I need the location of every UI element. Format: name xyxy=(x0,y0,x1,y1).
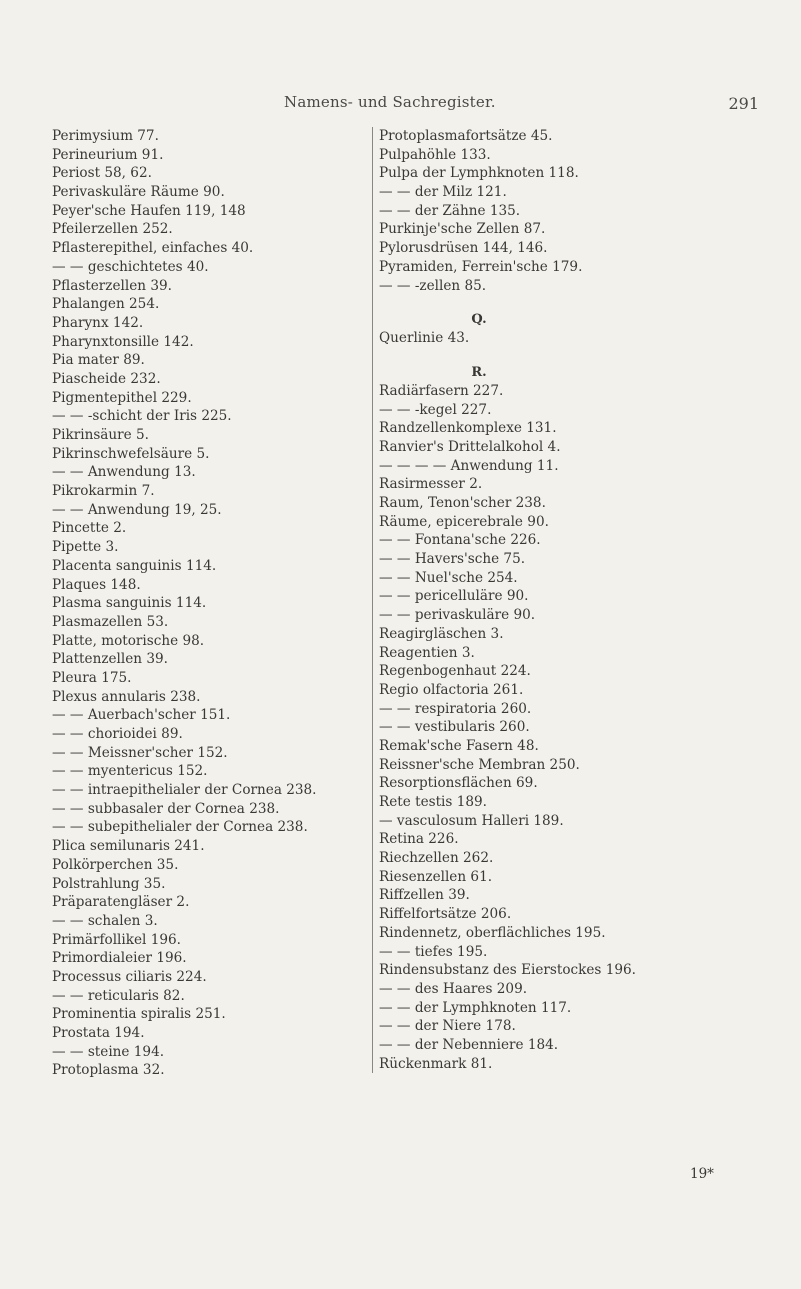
index-entry: Pyramiden, Ferrein'sche 179. xyxy=(379,258,583,275)
index-entry: Randzellenkomplexe 131. xyxy=(379,420,557,437)
index-entry: Protoplasma 32. xyxy=(52,1062,165,1079)
index-entry: Resorptionsflächen 69. xyxy=(379,775,538,792)
index-entry: Pleura 175. xyxy=(52,669,132,686)
index-entry: Pipette 3. xyxy=(52,539,119,556)
index-entry: Perivaskuläre Räume 90. xyxy=(52,184,225,201)
running-title: Namens- und Sachregister. xyxy=(284,93,496,111)
index-entry: Rasirmesser 2. xyxy=(379,476,483,493)
index-entry: Plaques 148. xyxy=(52,576,141,593)
index-group-p xyxy=(379,127,636,295)
index-entry: — vasculosum Halleri 189. xyxy=(379,812,564,829)
index-entry: Prostata 194. xyxy=(52,1025,145,1041)
index-entry: Peyer'sche Haufen 119, 148 xyxy=(52,202,246,219)
index-entry: — — intraepithelialer der Cornea 238. xyxy=(52,782,317,799)
index-entry: Pylorusdrüsen 144, 146. xyxy=(379,240,548,257)
index-column-right xyxy=(372,127,636,1073)
index-entry: Pikrinschwefelsäure 5. xyxy=(52,445,210,462)
index-entry: — — der Zähne 135. xyxy=(379,202,521,219)
index-entry: Plica semilunaris 241. xyxy=(52,838,205,855)
index-entry: — — Anwendung 19, 25. xyxy=(52,501,222,518)
index-entry: — — reticularis 82. xyxy=(52,987,185,1004)
index-entry: — — — — Anwendung 11. xyxy=(379,457,559,474)
index-entry: — — tiefes 195. xyxy=(379,943,488,960)
index-entry: Processus ciliaris 224. xyxy=(52,968,207,985)
index-entry: Pflasterzellen 39. xyxy=(52,277,172,294)
index-entry: Plattenzellen 39. xyxy=(52,651,168,668)
index-entry: — — Havers'sche 75. xyxy=(379,551,526,568)
index-entry: — — Meissner'scher 152. xyxy=(52,744,228,761)
page-number: 291 xyxy=(728,94,759,113)
signature-mark: 19* xyxy=(690,1166,714,1182)
index-entry: Pharynx 142. xyxy=(52,314,144,331)
index-entry: Rindensubstanz des Eierstockes 196. xyxy=(379,962,636,979)
index-entry: — — schalen 3. xyxy=(52,912,158,929)
index-entry: — — geschichtetes 40. xyxy=(52,258,209,275)
index-entry: Polkörperchen 35. xyxy=(52,856,179,873)
index-entry: Reagirgläschen 3. xyxy=(379,625,504,642)
index-entry: Pikrinsäure 5. xyxy=(52,427,150,443)
index-entry: Pulpa der Lymphknoten 118. xyxy=(379,165,579,182)
index-entry: Pflasterepithel, einfaches 40. xyxy=(52,240,254,257)
index-entry: Phalangen 254. xyxy=(52,296,160,313)
index-entry: Pharynxtonsille 142. xyxy=(52,333,194,350)
index-entry: Raum, Tenon'scher 238. xyxy=(379,495,546,511)
index-entry: Plasmazellen 53. xyxy=(52,613,169,630)
index-entry: Reagentien 3. xyxy=(379,644,475,661)
index-entry: Polstrahlung 35. xyxy=(52,875,166,892)
index-entry: — — steine 194. xyxy=(52,1043,165,1060)
index-entry: — — pericelluläre 90. xyxy=(379,588,529,605)
index-entry: — — subbasaler der Cornea 238. xyxy=(52,800,280,817)
index-entry: Placenta sanguinis 114. xyxy=(52,557,217,574)
index-entry: — — der Nebenniere 184. xyxy=(379,1036,559,1053)
index-entry: — — perivaskuläre 90. xyxy=(379,607,536,624)
index-entry: Präparatengläser 2. xyxy=(52,894,190,911)
index-entry: Platte, motorische 98. xyxy=(52,632,205,649)
index-entry: Riffelfortsätze 206. xyxy=(379,906,512,923)
index-entry: Piascheide 232. xyxy=(52,370,161,387)
index-entry: — — myentericus 152. xyxy=(52,763,208,780)
index-entry: Rete testis 189. xyxy=(379,794,487,810)
page-header xyxy=(0,93,801,115)
index-entry: Pikrokarmin 7. xyxy=(52,483,155,500)
index-entry: — — der Lymphknoten 117. xyxy=(379,999,572,1016)
index-entry: — — chorioidei 89. xyxy=(52,726,183,742)
index-entry: — — der Milz 121. xyxy=(379,184,507,201)
index-entry: Pincette 2. xyxy=(52,520,127,537)
index-entry: Radiärfasern 227. xyxy=(379,382,504,399)
index-entry: Perimysium 77. xyxy=(52,128,159,144)
index-entry: Rindennetz, oberflächliches 195. xyxy=(379,924,606,941)
index-entry: Regenbogenhaut 224. xyxy=(379,663,531,680)
section-heading-r: R. xyxy=(471,364,487,380)
index-entry: — — Fontana'sche 226. xyxy=(379,532,541,549)
section-heading-q: Q. xyxy=(471,312,487,328)
index-entry: Reissner'sche Membran 250. xyxy=(379,756,580,773)
index-group-r xyxy=(379,382,636,1073)
index-entry: — — der Niere 178. xyxy=(379,1018,516,1035)
index-entry: Remak'sche Fasern 48. xyxy=(379,737,539,754)
index-entry: Pigmentepithel 229. xyxy=(52,389,192,406)
index-entry: Riesenzellen 61. xyxy=(379,868,493,885)
index-entry: Plasma sanguinis 114. xyxy=(52,595,207,612)
index-group-q xyxy=(379,329,636,348)
index-column-left xyxy=(52,127,317,1080)
section-gap xyxy=(379,348,636,360)
index-entry: Prominentia spiralis 251. xyxy=(52,1006,226,1023)
index-entry: Pfeilerzellen 252. xyxy=(52,221,173,238)
index-entry: — — -kegel 227. xyxy=(379,401,492,418)
index-entry: — — subepithelialer der Cornea 238. xyxy=(52,819,308,836)
index-entry: — — vestibularis 260. xyxy=(379,719,530,736)
index-entry: Primärfollikel 196. xyxy=(52,931,181,948)
index-entry: Riechzellen 262. xyxy=(379,850,494,867)
index-entry: Pulpahöhle 133. xyxy=(379,146,491,163)
index-entry: Purkinje'sche Zellen 87. xyxy=(379,221,546,238)
index-entry: Regio olfactoria 261. xyxy=(379,681,524,698)
index-entry: Querlinie 43. xyxy=(379,330,470,347)
section-gap xyxy=(379,295,636,307)
index-entry: — — -zellen 85. xyxy=(379,277,487,294)
index-entry: Plexus annularis 238. xyxy=(52,688,201,705)
index-entry: Pia mater 89. xyxy=(52,352,145,369)
index-entry: Räume, epicerebrale 90. xyxy=(379,513,549,530)
index-entry: Protoplasmafortsätze 45. xyxy=(379,128,553,144)
index-entry: Retina 226. xyxy=(379,831,459,848)
index-entry: Primordialeier 196. xyxy=(52,950,187,967)
index-entry: Rückenmark 81. xyxy=(379,1055,493,1072)
index-entry: — — -schicht der Iris 225. xyxy=(52,408,232,425)
index-entry: — — Nuel'sche 254. xyxy=(379,569,518,586)
index-entry: Riffzellen 39. xyxy=(379,887,470,904)
index-entry: — — Auerbach'scher 151. xyxy=(52,707,231,724)
index-entry: — — Anwendung 13. xyxy=(52,464,196,481)
index-entry: Ranvier's Drittelalkohol 4. xyxy=(379,438,561,455)
index-entry: Periost 58, 62. xyxy=(52,165,152,182)
index-entry: — — des Haares 209. xyxy=(379,980,528,997)
index-entry: Perineurium 91. xyxy=(52,146,164,163)
index-entry: — — respiratoria 260. xyxy=(379,700,532,717)
